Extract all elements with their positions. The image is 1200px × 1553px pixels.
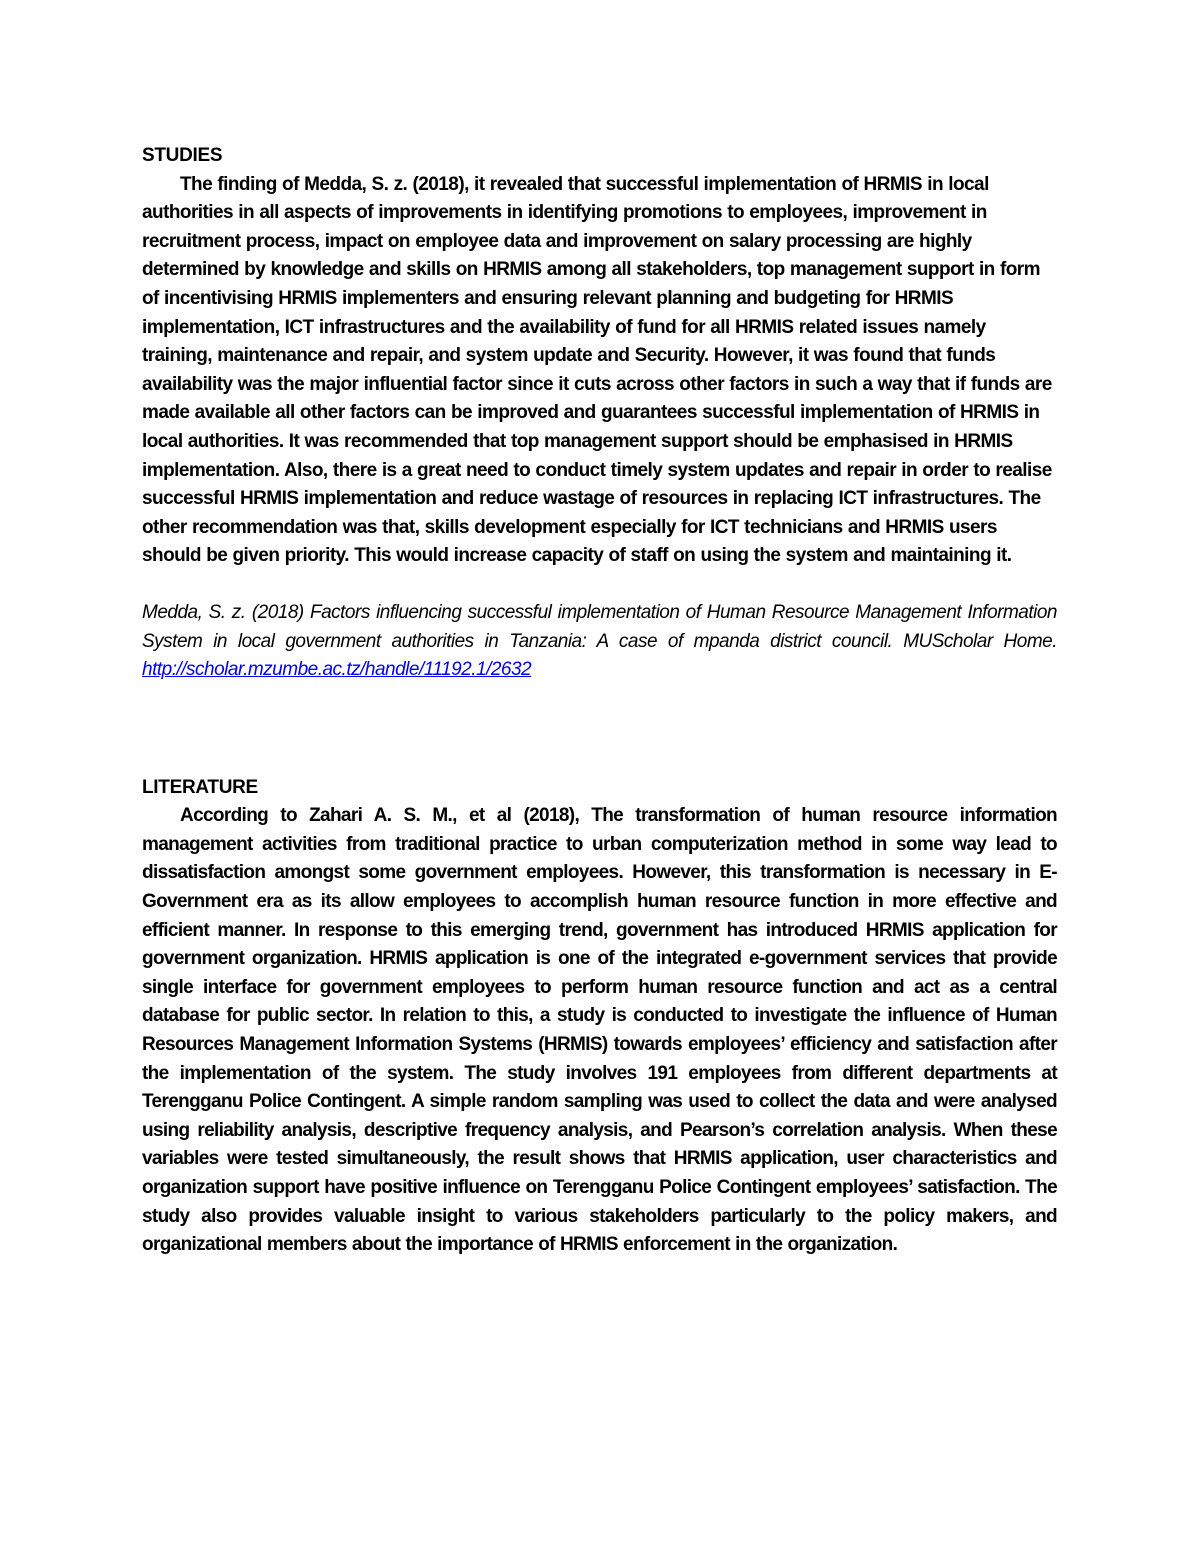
reference-link[interactable]: http://scholar.mzumbe.ac.tz/handle/11192.1/2632 — [142, 659, 532, 681]
literature-paragraph: According to Zahari A. S. M., et al (2018), The transformation of human resource information management activities from traditional practice to urban computerization method in some way lead to dissatisfaction amongst some government employees. However, this transformation is necessary in E-Government era as its allow employees to accomplish human resource function in more effective and efficient manner. In response to this emerging trend, government has introduced HRMIS application for government organization. HRMIS application is one of the integrated e-government services that provide single interface for government employees to perform human resource function and act as a central database for public sector. In relation to this, a study is conducted to investigate the influence of Human Resources Management Information Systems (HRMIS) towards employees’ efficiency and satisfaction after the implementation of the system. The study involves 191 employees from different departments at Terengganu Police Contingent. A simple random sampling was used to collect the data and were analysed using reliability analysis, descriptive frequency analysis, and Pearson’s correlation analysis. When these variables were tested simultaneously, the result shows that HRMIS application, user characteristics and organization support have positive influence on Terengganu Police Contingent employees’ satisfaction. The study also provides valuable insight to various stakeholders particularly to the policy makers, and organizational members about the importance of HRMIS enforcement in the organization. — [142, 805, 1057, 1256]
studies-heading: STUDIES — [142, 145, 223, 166]
literature-heading: LITERATURE — [142, 776, 258, 798]
reference-citation — [142, 599, 1057, 685]
literature-section — [142, 774, 1057, 1260]
studies-paragraph: The finding of Medda, S. z. (2018), it revealed that successful implementation of HRMIS in local authorities in all aspects of improvements in identifying promotions to employees, improvement in recruitment process, impact on employee data and improvement on salary processing are highly determined by knowledge and skills on HRMIS among all stakeholders, top management support in form of incentivising HRMIS implementers and ensuring relevant planning and budgeting for HRMIS implementation, ICT infrastructures and the availability of fund for all HRMIS related issues namely training, maintenance and repair, and system update and Security. However, it was found that funds availability was the major influential factor since it cuts across other factors in such a way that if funds are made available all other factors can be improved and guarantees successful implementation of HRMIS in local authorities. It was recommended that top management support should be emphasised in HRMIS implementation. Also, there is a great need to conduct timely system updates and repair in order to realise successful HRMIS implementation and reduce wastage of resources in replacing ICT infrastructures. The other recommendation was that, skills development especially for ICT technicians and HRMIS users should be given priority. This would increase capacity of staff on using the system and maintaining it. — [142, 173, 1052, 567]
reference-text: Medda, S. z. (2018) Factors influencing successful implementation of Human Resource Management Information System in local government authorities in Tanzania: A case of mpanda district council. MUScholar Home. — [142, 601, 1057, 652]
document-page — [142, 142, 1057, 1260]
studies-section — [142, 142, 1057, 685]
